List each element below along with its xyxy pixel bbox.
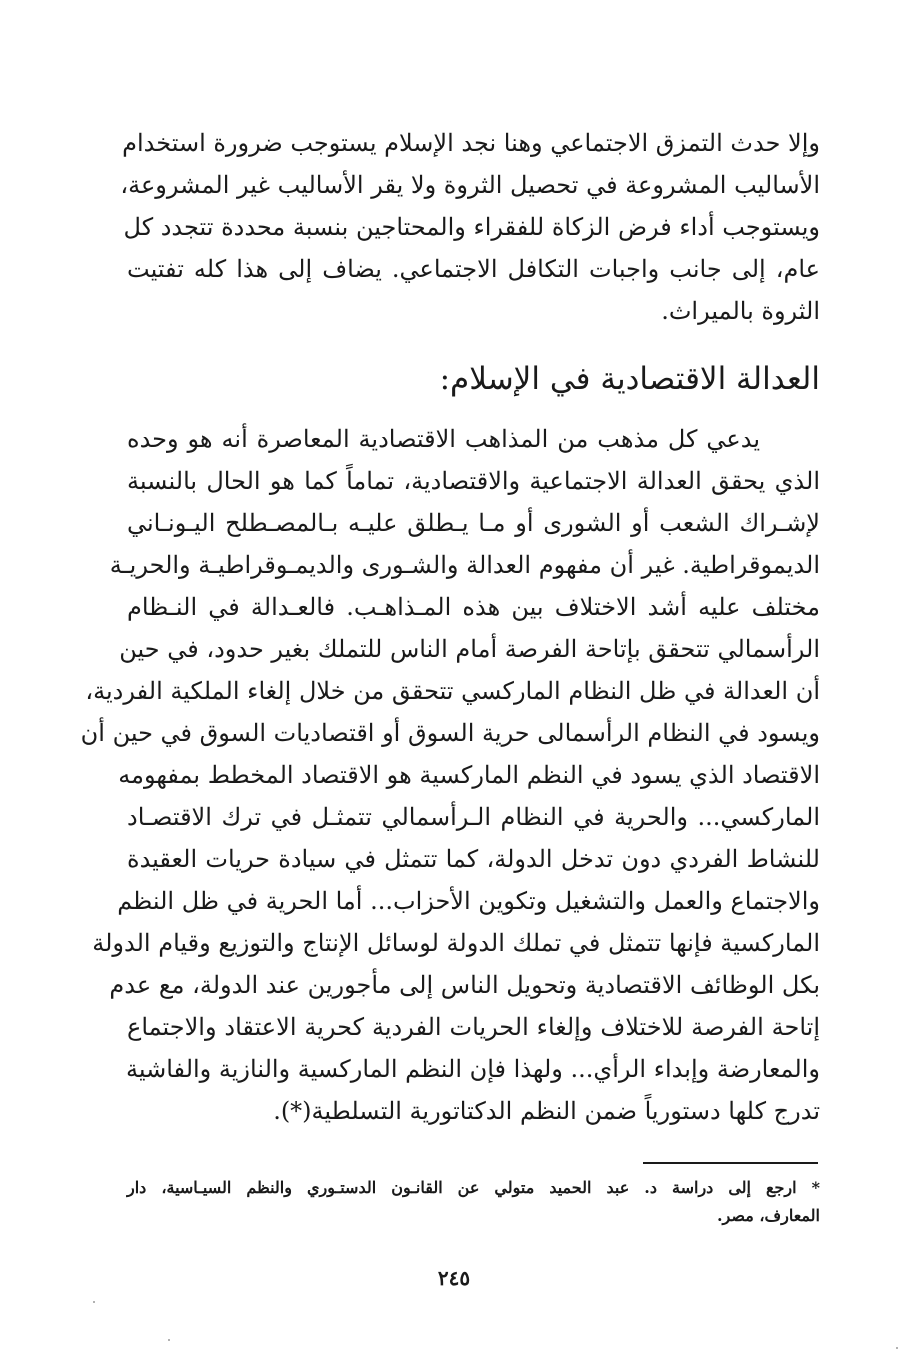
page-number: ٢٤٥ bbox=[437, 1266, 471, 1290]
scan-speck bbox=[93, 1301, 95, 1303]
text-line: الأساليب المشروعة في تحصيل الثروة ولا يقر الأساليب غير المشروعة، bbox=[120, 171, 820, 199]
text-line: تدرج كلها دستورياً ضمن النظم الدكتاتورية التسلطية(*). bbox=[273, 1097, 820, 1125]
text-line: الرأسمالي تتحقق بإتاحة الفرصة أمام الناس للتملك بغير حدود، في حين bbox=[119, 635, 820, 663]
text-line: الديموقراطية. غير أن مفهوم العدالة والشـورى والديمـوقراطيـة والحريـة bbox=[109, 551, 820, 579]
text-line: أن العدالة في ظل النظام الماركسي تتحقق من خلال إلغاء الملكية الفردية، bbox=[85, 677, 820, 705]
section-heading: العدالة الاقتصادية في الإسلام: bbox=[439, 361, 820, 397]
text-line: الماركسية فإنها تتمثل في تملك الدولة لوسائل الإنتاج والتوزيع وقيام الدولة bbox=[92, 929, 820, 957]
text-line: الذي يحقق العدالة الاجتماعية والاقتصادية، تماماً كما هو الحال بالنسبة bbox=[127, 467, 820, 495]
text-line: يدعي كل مذهب من المذاهب الاقتصادية المعاصرة أنه هو وحده bbox=[127, 425, 760, 453]
footnote-line: المعارف، مصر. bbox=[716, 1206, 820, 1225]
text-line: مختلف عليه أشد الاختلاف بين هذه المـذاهـب. فالعـدالة في النـظام bbox=[127, 593, 820, 621]
scan-speck bbox=[896, 1347, 898, 1349]
text-line: للنشاط الفردي دون تدخل الدولة، كما تتمثل في سيادة حريات العقيدة bbox=[127, 845, 820, 873]
text-line: عام، إلى جانب واجبات التكافل الاجتماعي. يضاف إلى هذا كله تفتيت bbox=[127, 255, 820, 283]
paragraph-zakat bbox=[120, 122, 820, 332]
footnote-divider bbox=[643, 1162, 818, 1164]
text-line: والمعارضة وإبداء الرأي... ولهذا فإن النظم الماركسية والنازية والفاشية bbox=[126, 1055, 820, 1083]
scan-speck bbox=[168, 1339, 170, 1341]
paragraph-economic-justice bbox=[80, 418, 820, 1132]
footnote bbox=[127, 1174, 820, 1230]
text-line: الثروة بالميراث. bbox=[661, 297, 820, 325]
text-line: الماركسي... والحرية في النظام الـرأسمالي تتمثـل في ترك الاقتصـاد bbox=[127, 803, 820, 831]
text-line: الاقتصاد الذي يسود في النظم الماركسية هو الاقتصاد المخطط بمفهومه bbox=[118, 761, 820, 789]
text-line: وإلا حدث التمزق الاجتماعي وهنا نجد الإسلام يستوجب ضرورة استخدام bbox=[122, 129, 820, 157]
text-line: لإشـراك الشعب أو الشورى أو مـا يـطلق عليـه بـالمصـطلح اليـونـاني bbox=[127, 509, 820, 537]
footnote-line: * ارجع إلى دراسة د. عبد الحميد متولي عن القانـون الدستـوري والنظم السيـاسية، دار bbox=[127, 1178, 821, 1197]
text-line: ويستوجب أداء فرض الزكاة للفقراء والمحتاجين بنسبة محددة تتجدد كل bbox=[123, 213, 820, 241]
text-line: بكل الوظائف الاقتصادية وتحويل الناس إلى مأجورين عند الدولة، مع عدم bbox=[109, 971, 820, 999]
text-line: إتاحة الفرصة للاختلاف وإلغاء الحريات الفردية كحرية الاعتقاد والاجتماع bbox=[127, 1013, 820, 1041]
text-line: والاجتماع والعمل والتشغيل وتكوين الأحزاب... أما الحرية في ظل النظم bbox=[117, 887, 820, 915]
text-line: ويسود في النظام الرأسمالى حرية السوق أو اقتصاديات السوق في حين أن bbox=[80, 719, 820, 747]
